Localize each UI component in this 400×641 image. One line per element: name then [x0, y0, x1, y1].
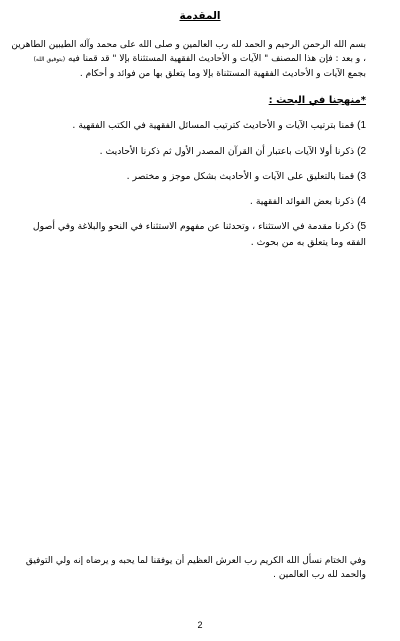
item-text: ذكرنا مقدمة في الاستثناء ، وتحدثنا عن مفهوم الاستثناء في النحو والبلاغة وفي أصول الفقه وما يتعلق به من بحوث . — [32, 221, 366, 248]
closing-line-2: والحمد لله رب العالمين . — [273, 570, 366, 580]
item-number: 2) — [357, 146, 366, 157]
item-number: 4) — [357, 196, 366, 207]
intro-line-1: بسم الله الرحمن الرحيم و الحمد لله رب العالمين و صلى الله على محمد وآله الطيبين الطاهرين — [11, 40, 366, 50]
intro-line-2-main: ، و بعد : فإن هذا المصنف " الآيات و الأحاديث الفقهية المستثناة بإلا " قد قمنا فيه — [68, 54, 366, 64]
item-text: ذكرنا أولا الآيات باعتبار أن القرآن المصدر الأول ثم ذكرنا الأحاديث . — [99, 146, 358, 157]
intro-line-3: بجمع الآيات و الأحاديث الفقهية المستثناة بإلا وما يتعلق بها من فوائد و أحكام . — [79, 69, 366, 79]
method-item-2 — [32, 144, 366, 160]
method-heading: *منهجنا في البحث : — [268, 95, 366, 106]
item-number: 3) — [357, 171, 366, 182]
item-number: 5) — [357, 221, 366, 232]
closing-line-1: وفي الختام نسأل الله الكريم رب العرش العظيم أن يوفقنا لما يحبه و يرضاه إنه ولي التوفيق — [25, 556, 366, 566]
page-title: المقدمة — [179, 10, 221, 22]
item-text: قمنا بترتيب الآيات و الأحاديث كترتيب المسائل الفقهية في الكتب الفقهية . — [72, 120, 358, 131]
page-number: 2 — [197, 620, 203, 630]
item-text: قمنا بالتعليق على الآيات و الأحاديث بشكل موجز و مختصر . — [126, 171, 358, 182]
method-item-3 — [32, 169, 366, 185]
item-text: ذكرنا بعض الفوائد الفقهية . — [249, 196, 358, 207]
intro-line-2-small: (بتوفيق الله) — [33, 56, 66, 63]
method-item-1 — [32, 118, 366, 134]
item-number: 1) — [357, 120, 366, 131]
intro-paragraph — [11, 38, 366, 81]
intro-line-2 — [32, 52, 366, 67]
closing-paragraph — [25, 554, 366, 582]
method-item-4 — [32, 194, 366, 210]
method-item-5 — [32, 219, 366, 251]
